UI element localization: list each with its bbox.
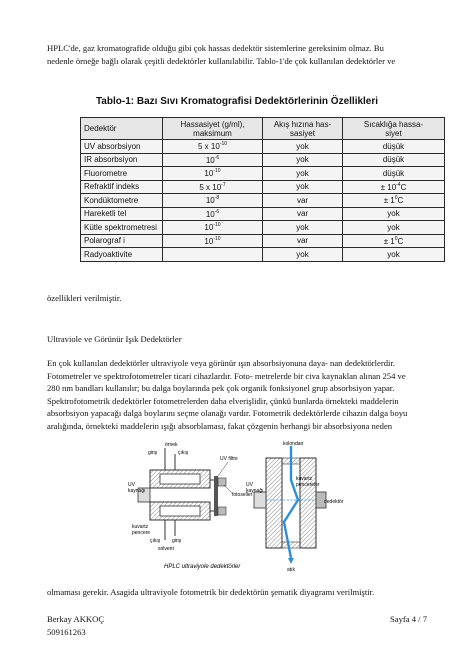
section-heading: Ultraviole ve Görünür Işık Dedektörler [47, 334, 182, 344]
body-line-2: Fotometreler ve spektrofotometreler ticari cihazlardır. Foto- metrelerde bir civa kaynaklan alınan 254 ve [47, 370, 406, 381]
right-body-right [300, 458, 316, 548]
table-row [81, 234, 445, 248]
cell-detector-name: Kondüktometre [81, 194, 163, 208]
body-paragraph [47, 357, 439, 433]
cell-detector-name: Polarograf i [81, 234, 163, 248]
header-sensitivity: Hassasiyet (g/ml), maksimum [163, 118, 263, 140]
cell-temp-sensitivity: yok [343, 248, 445, 262]
cell-flow-sensitivity: var [263, 234, 343, 248]
label-kuvartz-right-2: pencereler [296, 482, 320, 488]
table-row [81, 248, 445, 262]
footer-author: Berkay AKKOÇ [47, 614, 105, 624]
table-row [81, 180, 445, 194]
photocell-top [218, 478, 226, 486]
cell-detector-name: Radyoaktivite [81, 248, 163, 262]
right-uv-lamp [254, 492, 266, 508]
cell-detector-name: Fluorometre [81, 167, 163, 181]
cell-sensitivity: $10^{-6}$ [163, 153, 263, 167]
cell-temp-sensitivity: düşük [343, 140, 445, 154]
cell-flow-sensitivity: yok [263, 221, 343, 235]
intro-paragraph [47, 42, 433, 67]
header-detector: Dedektör [81, 118, 163, 140]
cell-flow-sensitivity: yok [263, 167, 343, 181]
lower-flow-cell [160, 506, 200, 516]
cell-detector-name: Hareketli tel [81, 207, 163, 221]
table-title: Tablo-1: Bazı Sıvı Kromatografisi Dedektörlerinin Özellikleri [95, 96, 379, 107]
cell-temp-sensitivity: yok [343, 221, 445, 235]
body-line-6: aralığında, örnekteki maddelerin ışığı absorblaması, fakat çözgenin herhangi bir absorbsiyona neden [47, 420, 393, 431]
label-ornek: örnek [165, 442, 178, 448]
footer-student-no: 509161263 [47, 627, 86, 637]
cell-detector-name: Kütle spektrometresi [81, 221, 163, 235]
table-row [81, 207, 445, 221]
footer-page-number: Sayfa 4 / 7 [390, 614, 427, 624]
cell-sensitivity: 5 x $10^{-10}$ [163, 140, 263, 154]
label-atik: atık [287, 567, 296, 573]
body-line-5: absorbsiyon yapacağı dalga boylarını seçme olanağı vardır. Fotometrik dedektörlerde cihazın dalga boyu [47, 408, 408, 419]
cell-flow-sensitivity: yok [263, 153, 343, 167]
label-giris-top: giriş [148, 450, 158, 456]
label-fotoseller: fotoseller [232, 492, 253, 498]
cell-sensitivity: $10^{-8}$ [163, 194, 263, 208]
label-kuvartz-left-2: pencere [132, 530, 151, 536]
intro-line-2: nedenle örneğe bağlı olarak çeşitli dedektörler kullanılabilir. Tablo-1'de çok kullanılan dedektörler ve [47, 55, 396, 66]
table-header-row [81, 118, 445, 140]
cell-flow-sensitivity: var [263, 194, 343, 208]
closing-text: olmaması gerekir. Asagida ultraviyole fotometrik bir dedektörün şematik diyagramı verilmiştir. [47, 587, 375, 597]
right-cap-bottom [282, 542, 300, 548]
label-uv-right-1: UV [246, 482, 253, 488]
label-uv-filtre: UV filtre [220, 456, 238, 462]
label-solvent: solvent [158, 546, 174, 552]
header-flow-sensitivity: Akış hızına has- sasiyet [263, 118, 343, 140]
table-row [81, 153, 445, 167]
cell-sensitivity: 5 x $10^{-7}$ [163, 180, 263, 194]
uv-filter [214, 476, 218, 516]
detector-table [80, 117, 445, 262]
table-row [81, 140, 445, 154]
cell-flow-sensitivity: yok [263, 248, 343, 262]
cell-temp-sensitivity: ± $1^0C$ [343, 234, 445, 248]
body-line-1: En çok kullanılan dedektörler ultraviyole veya görünür ışın absorbsiyonuna daya- nan dedektörlerdir. [47, 358, 395, 368]
cell-detector-name: IR absorbsiyon [81, 153, 163, 167]
cell-flow-sensitivity: yok [263, 140, 343, 154]
label-kuvartz-right-1: kuvartz [296, 476, 313, 482]
after-table-text: özellikleri verilmiştir. [47, 293, 122, 303]
figure-caption: HPLC ultraviyole dedektörler [164, 564, 241, 570]
uv-detector-figure [128, 440, 348, 576]
cell-temp-sensitivity: yok [343, 207, 445, 221]
label-cikis-top: çıkış [178, 450, 189, 456]
cell-sensitivity: $10^{-10}$ [163, 221, 263, 235]
label-cikis-bottom: çıkış [150, 538, 161, 544]
cell-sensitivity: $10^{-10}$ [163, 167, 263, 181]
cell-temp-sensitivity: düşük [343, 153, 445, 167]
label-dedektor: dedektör [324, 499, 344, 505]
cell-flow-sensitivity: yok [263, 180, 343, 194]
cell-temp-sensitivity: ± $1^0C$ [343, 194, 445, 208]
cell-temp-sensitivity: ± $10^{-4}C$ [343, 180, 445, 194]
cell-detector-name: Refraktif indeks [81, 180, 163, 194]
cell-sensitivity [163, 248, 263, 262]
photocell-bottom [218, 507, 226, 515]
intro-line-1: HPLC'de, gaz kromatografide olduğu gibi çok hassas dedektör sistemlerine gereksinim olmaz. Bu [47, 43, 384, 53]
cell-sensitivity: $10^{-6}$ [163, 207, 263, 221]
label-uv-left-2: kaynağı [128, 488, 146, 494]
label-giris-bottom: giriş [172, 538, 182, 544]
cell-detector-name: UV absorbsiyon [81, 140, 163, 154]
body-line-4: Spektrofotometrik dedektörler fotometrelerden daha elverişlidir, çünkü bunlarda örnekteki maddelerin [47, 395, 399, 406]
cell-temp-sensitivity: düşük [343, 167, 445, 181]
label-uv-left-1: UV [128, 482, 135, 488]
cell-flow-sensitivity: var [263, 207, 343, 221]
table-row [81, 194, 445, 208]
header-temp-sensitivity: Sıcaklığa hassa- siyet [343, 118, 445, 140]
table-row [81, 221, 445, 235]
upper-flow-cell [160, 474, 200, 484]
cell-sensitivity: $10^{-10}$ [163, 234, 263, 248]
label-kolondan: kolondan [283, 441, 304, 447]
body-line-3: 280 nm bandları kullanılır; bu dalga boylarında pek çok organik fonksiyonel grup absorbsiyon yapar. [47, 383, 395, 394]
label-uv-right-2: kaynağı [246, 488, 264, 494]
table-row [81, 167, 445, 181]
label-kuvartz-left-1: kuvartz [132, 524, 149, 530]
right-body-left [266, 458, 282, 548]
